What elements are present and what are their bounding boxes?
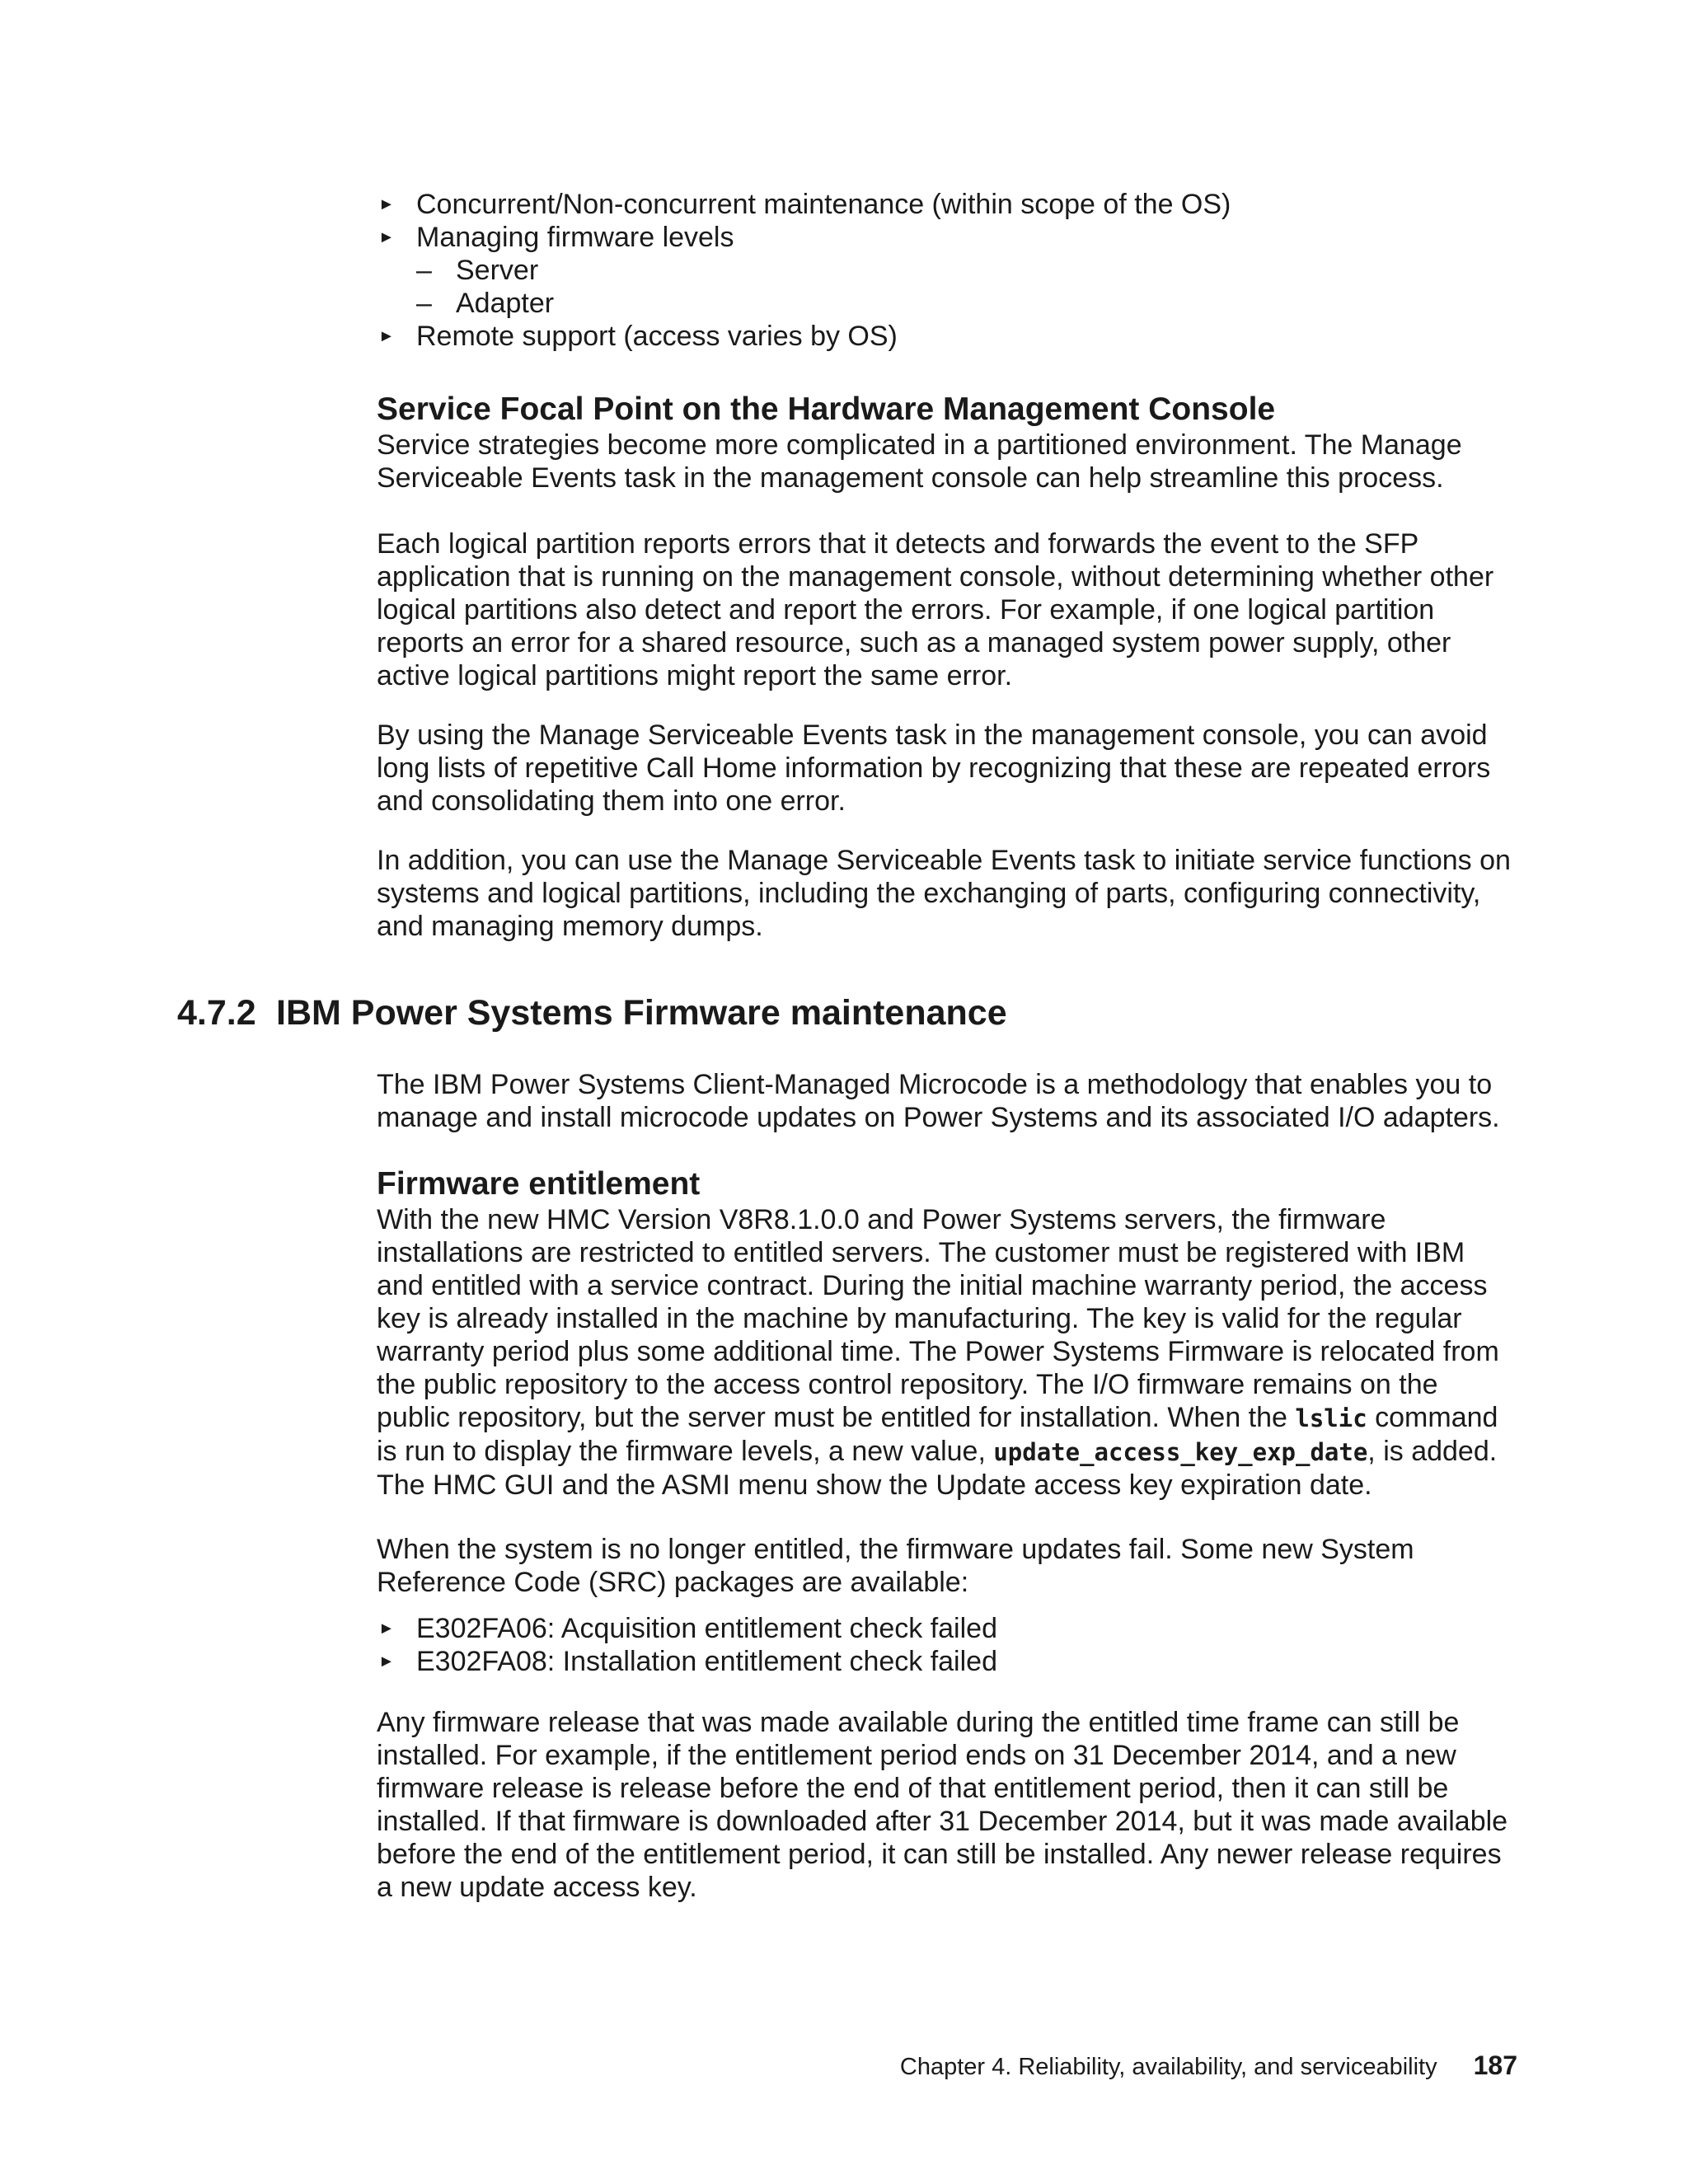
entitlement-paragraph-3: Any firmware release that was made available during the entitled time frame can still be installed. For example, if the entitlement period ends on 31 December 2014, and a new firmware release is release before the end of that entitlement period, then it can still be installed. If that firmware is downloaded after 31 December 2014, but it was made available before the end of the entitlement period, it can still be installed. Any newer release requires a new update access key.	[377, 1707, 1508, 1903]
sub-list-item	[377, 287, 1514, 320]
bullet-marker: ►	[378, 195, 395, 213]
list-item	[377, 221, 1514, 254]
update-access-key-value: update_access_key_exp_date	[993, 1438, 1368, 1466]
entitlement-paragraph-2: When the system is no longer entitled, the firmware updates fail. Some new System Reference Code (SRC) packages are available:	[377, 1534, 1414, 1598]
section-intro: The IBM Power Systems Client-Managed Microcode is a methodology that enables you to manage and install microcode updates on Power Systems and its associated I/O adapters.	[377, 1069, 1500, 1133]
sfp-section	[377, 391, 1514, 494]
page-number: 187	[1473, 2050, 1517, 2080]
sub-list-item	[377, 254, 1514, 287]
sfp-heading: Service Focal Point on the Hardware Management Console	[377, 391, 1276, 427]
sub-list-item-text: Server	[456, 255, 539, 286]
sfp-paragraph-1: Service strategies become more complicated in a partitioned environment. The Manage Serviceable Events task in the management console can help streamline this process.	[377, 429, 1462, 494]
list-item	[377, 1645, 1514, 1678]
sfp-paragraph-4: In addition, you can use the Manage Serviceable Events task to initiate service functions on systems and logical partitions, including the exchanging of parts, configuring connectivity, and managing memory dumps.	[377, 845, 1511, 942]
dash-marker: –	[416, 255, 432, 286]
list-item	[377, 1612, 1514, 1645]
footer-chapter-title: Chapter 4. Reliability, availability, and serviceability	[899, 2054, 1437, 2080]
section-intro-block	[377, 1068, 1514, 1134]
list-item-text: Remote support (access varies by OS)	[416, 321, 898, 352]
src-bullet-list	[377, 1612, 1514, 1678]
src-item-text: E302FA08: Installation entitlement check failed	[416, 1646, 997, 1677]
entitlement-paragraph-2-block	[377, 1533, 1514, 1599]
sfp-paragraph-3: By using the Manage Serviceable Events task in the management console, you can avoid long lists of repetitive Call Home information by recognizing that these are repeated errors and consolidating them into one error.	[377, 719, 1491, 817]
sub-list-item-text: Adapter	[456, 288, 555, 319]
section-title: IBM Power Systems Firmware maintenance	[276, 993, 1007, 1033]
bullet-marker: ►	[378, 1619, 395, 1638]
entitlement-paragraph-1	[377, 1203, 1514, 1502]
sfp-paragraph-3-block	[377, 719, 1514, 818]
entitlement-text-a: With the new HMC Version V8R8.1.0.0 and Power Systems servers, the firmware installations are restricted to entitled servers. The customer must be registered with IBM and entitled with a service contract. During the initial machine warranty period, the access key is already installed in the machine by manufacturing. The key is valid for the regular warranty period plus some additional time. The Power Systems Firmware is relocated from the public repository to the access control repository. The I/O firmware remains on the public repository, but the server must be entitled for installation. When the	[377, 1204, 1499, 1433]
section-heading	[177, 992, 1007, 1033]
list-item	[377, 188, 1514, 221]
list-item-text: Managing firmware levels	[416, 222, 734, 253]
bullet-marker: ►	[378, 1652, 395, 1671]
list-item	[377, 320, 1514, 353]
bullet-marker: ►	[378, 228, 395, 246]
lslic-command: lslic	[1295, 1404, 1367, 1432]
top-bullet-list	[377, 188, 1514, 353]
sfp-paragraph-2-block	[377, 527, 1514, 692]
section-number: 4.7.2	[177, 993, 256, 1033]
src-item-text: E302FA06: Acquisition entitlement check failed	[416, 1613, 997, 1644]
entitlement-section	[377, 1165, 1514, 1502]
entitlement-paragraph-3-block	[377, 1706, 1514, 1904]
sfp-paragraph-4-block	[377, 844, 1514, 943]
list-item-text: Concurrent/Non-concurrent maintenance (within scope of the OS)	[416, 189, 1231, 220]
entitlement-heading: Firmware entitlement	[377, 1166, 701, 1202]
page-footer	[900, 2049, 1517, 2083]
dash-marker: –	[416, 288, 432, 319]
sfp-paragraph-2: Each logical partition reports errors that it detects and forwards the event to the SFP application that is running on the management console, without determining whether other logical partitions also detect and report the errors. For example, if one logical partition reports an error for a shared resource, such as a managed system power supply, other active logical partitions might report the same error.	[377, 528, 1494, 691]
entitlement-text-c: , is added. The HMC GUI and the ASMI menu show the Update access key expiration date.	[377, 1436, 1498, 1501]
bullet-marker: ►	[378, 327, 395, 345]
entitlement-text-b: command is run to display the firmware levels, a new value,	[377, 1402, 1498, 1467]
